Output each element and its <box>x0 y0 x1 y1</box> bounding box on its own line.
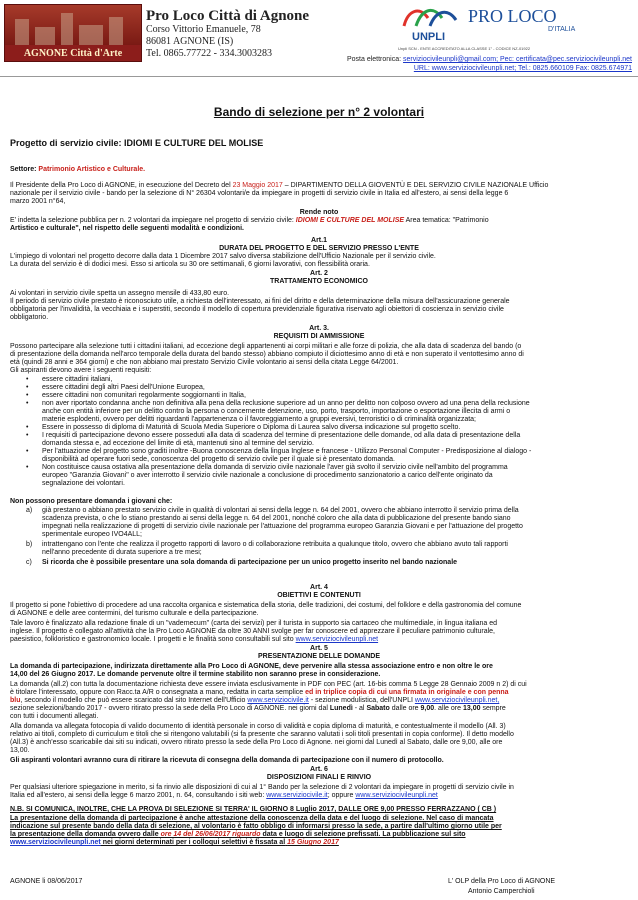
org-address: Corso Vittorio Emanuele, 78 <box>146 24 261 35</box>
art3-line-4: Gli aspiranti devono avere i seguenti requisiti: <box>10 367 152 374</box>
settore-line: Settore: Patrimonio Artistico e Culturale. <box>10 166 146 173</box>
exclusion-line: nell'anno precedente di durata superiore a tre mesi; <box>42 549 202 556</box>
art5-bold-3: Gli aspiranti volontari avranno cura di ritirare la ricevuta di consegna della domanda di partecipazione con il numero di protocollo. <box>10 757 444 764</box>
art5-line-6: sezione selezioni/bando 2017 - ovvero ritirato presso la sede della Pro Loco di AGNONE. nei giorni dal Lunedì - al Sabato dalle ore 9,00. alle ore 13,00 sempre <box>10 705 506 712</box>
project-line: Progetto di servizio civile: IDIOMI E CULTURE DEL MOLISE <box>10 138 264 148</box>
exclusion-line: scadenza prevista, o che lo stiano prestando ai sensi della legge n. 64 del 2001, nonché coloro che alla data di pubblicazione del presente bando siano <box>42 515 511 522</box>
footer-sign-role: L' OLP della Pro Loco di AGNONE <box>448 878 556 885</box>
proloco-logo: PRO LOCO <box>468 6 557 26</box>
art2-line-4: obbligatorio. <box>10 314 49 321</box>
contact-url <box>414 65 632 72</box>
org-city: 86081 AGNONE (IS) <box>146 36 234 47</box>
art3-title: REQUISITI DI AMMISSIONE <box>273 333 365 340</box>
art2-line-2: Il periodo di servizio civile prestato è riconosciuto utile, a richiesta dell'interessato, ai fini del diritto e della determinazione della misura dell'assicurazione generale <box>10 298 510 305</box>
art5-line-5: blu, secondo il modello che può essere scaricato dal sito Internet dell'Ufficio www.serviziocivile.it - sezione modulistica, dell'UNPLI www.serviziocivileunpli.net, <box>10 697 500 704</box>
requirement-line: europeo "Garanzia Giovani" o aver interrotto il servizio civile nazionale a conclusione di procedimento sanzionatorio a carico dell'ente originato da <box>42 472 493 479</box>
art2-line-3: obbligatoria per l'invalidità, la vecchiaia e i superstiti, secondo il modello di copertura previdenziale figurativa riservato agli obiettori di coscienza in servizio civile <box>10 306 504 313</box>
exclusion-line: intrattengano con l'ente che realizza il progetto rapporti di lavoro o di collaborazione retribuita a qualunque titolo, ovvero che abbiano avuto tali rapporti <box>42 541 508 548</box>
requirement-line: Essere in possesso di diploma di Maturità di Scuola Media Superiore o Diploma di Laurea salvo diversa indicazione sul progetto scelto. <box>42 424 461 431</box>
bullet-icon: • <box>26 376 29 383</box>
unpli-site-link[interactable]: www.serviziocivileunpli.net, <box>414 697 500 704</box>
requirement-line: Non costituisce causa ostativa alla presentazione della domanda di servizio civile nazionale l'aver già svolto il servizio civile nell'ambito del programma <box>42 464 508 471</box>
requirement-line: non aver riportato condanna anche non definitiva alla pena della reclusione superiore ad un anno per delitto non colposo ovvero ad una pena della reclusione <box>42 400 530 407</box>
art4-line-4: inglese. Il progetto è collegato all'attività che la Pro Loco AGNONE da oltre 30 ANNI svolge per far conoscere ed apprezzare il peculiare patrimonio culturale, <box>10 628 495 635</box>
art5-line-4: è titolare l'interessato, oppure con Racc.ta A/R o consegnata a mano, redatta in carta semplice ed in triplice copia di cui una firmata in originale e con penna <box>10 689 509 696</box>
exclusion-line: già prestano o abbiano prestato servizio civile in qualità di volontari ai sensi della legge n. 64 del 2001, ovvero che abbiano interrotto il servizio prima della <box>42 507 519 514</box>
document-title: Bando di selezione per n° 2 volontari <box>213 105 425 119</box>
requirement-line: essere cittadini non comunitari regolarmente soggiornanti in Italia, <box>42 392 246 399</box>
art5-number: Art. 5 <box>310 645 328 652</box>
art3-line-3: età (quindi 28 anni e 364 giorni) e che non abbiano mai prestato Servizio Civile volontario ai sensi della citata Legge 64/2001. <box>10 359 399 366</box>
fortress-logo <box>4 4 142 62</box>
art5-bold-1: La domanda di partecipazione, indirizzata direttamente alla Pro Loco di AGNONE, deve pervenire alla stessa associazione entro e non oltre le ore <box>10 663 493 670</box>
art1-line-2: La durata del servizio è di dodici mesi. Esso si articola su 30 ore settimanali, 6 giorni lavorativi, con flessibilità oraria. <box>10 261 370 268</box>
org-name: Pro Loco Città di Agnone <box>146 8 310 24</box>
nb-line-5: www.serviziocivileunpli.net nei giorni determinati per i colloqui selettivi è fissata al 15 Giugno 2017 <box>10 839 339 846</box>
nb-unpli-link[interactable]: www.serviziocivileunpli.net <box>10 839 101 846</box>
nb-line-2: La presentazione della domanda di partecipazione è anche attestazione della conoscenza della data e del luogo di selezione. Nel caso di mancata <box>10 815 494 822</box>
intro-line-1: Il Presidente della Pro Loco di AGNONE, in esecuzione del Decreto del 23 Maggio 2017 – DIPARTIMENTO DELLA GIOVENTÙ E DEL SERVIZIO CIVILE NAZIONALE Ufficio <box>10 182 549 189</box>
nb-line-3: indicazione sul presente bando della data di selezione, al volontario è fatto obbligo di informarsi presso la sede, a partire dall'ultimo giorno utile per <box>10 823 502 830</box>
svg-text:UNPLI: UNPLI <box>412 31 445 43</box>
art4-line-2: di AGNONE e delle aree contermini, del turismo culturale e della partecipazione. <box>10 610 259 617</box>
art5-line-3: La domanda (all.2) con tutta la documentazione richiesta deve essere inviata esclusivamente in PDF con PEC (art. 16-bis comma 5 Legge 28 Gennaio 2009 n 2) di cui <box>10 681 527 688</box>
art6-unpli-link[interactable]: www.serviziocivileunpli.net <box>355 792 438 799</box>
art5-bold-2: 14,00 del 26 Giugno 2017. Le domande pervenute oltre il termine stabilito non saranno prese in considerazione. <box>10 671 381 678</box>
contact-pec: Posta elettronica: serviziocivileunpli@gmail.com; Pec: certificata@pec.serviziocivileunpli.net <box>346 56 632 63</box>
pec-emails-link[interactable]: serviziocivileunpli@gmail.com; Pec: certificata@pec.serviziocivileunpli.net <box>403 56 632 63</box>
art3-line-2: di presentazione della domanda nell'arco temporale della durata del bando stesso) abbiano compiuto il diciottesimo anno di età e non superato il ventottesimo anno di <box>10 351 524 358</box>
non-possono-title: Non possono presentare domanda i giovani che: <box>10 498 173 505</box>
art6-line-2: Italia ed all'estero, ai sensi della legge 6 marzo 2001, n. 64, consultando i siti web: www.serviziocivile.it; oppure www.serviziocivileunpli.net <box>10 792 438 799</box>
exclusion-label: b) <box>26 541 33 548</box>
rende-noto: Rende noto <box>299 209 339 216</box>
art2-line-1: Ai volontari in servizio civile spetta un assegno mensile di 433,80 euro. <box>10 290 230 297</box>
unpli-logo <box>398 4 462 44</box>
exclusion-label: a) <box>26 507 33 514</box>
bullet-icon: • <box>26 448 29 455</box>
serviziocivile-link[interactable]: www.serviziocivile.it <box>247 697 309 704</box>
requirement-line: disponibilità ad operare fuori sede, conoscenza del progetto di servizio civile per il quale si è presentato domanda. <box>42 456 395 463</box>
url-line-link[interactable]: URL: www.serviziocivileunpli.net; Tel.: 0825.660109 Fax: 0825.674971 <box>413 65 632 72</box>
requirement-line: I requisiti di partecipazione devono essere posseduti alla data di scadenza del termine di presentazione delle domande, od alla data di presentazione della <box>42 432 521 439</box>
requirement-line: essere cittadini italiani, <box>42 376 113 383</box>
header-divider <box>0 76 638 77</box>
rende-noto-line-2: Artistico e culturale", nel rispetto delle seguenti modalità e condizioni. <box>10 225 244 232</box>
art5-title: PRESENTAZIONE DELLE DOMANDE <box>258 653 380 660</box>
requirement-line: segnalazione dei volontari. <box>42 480 125 487</box>
exclusion-line: Si ricorda che è possibile presentare una sola domanda di partecipazione per un unico progetto inserito nel bando nazionale <box>42 559 458 566</box>
art1-line-1: L'impiego di volontari nel progetto decorre dalla data 1 Dicembre 2017 salvo diversa stabilizione dell'Ufficio Nazionale per il servizio civile. <box>10 253 436 260</box>
exclusion-line: sperimentale europeo IVO4ALL; <box>42 531 143 538</box>
art4-line-3: Tale lavoro è finalizzato alla redazione finale di un "vademecum" (carta dei servizi) per il turista in supporto sia cartaceo che multimediale, in lingua italiana ed <box>10 620 498 627</box>
bullet-icon: • <box>26 400 29 407</box>
scn-note: Unpli SCN - ENTE ACCREDITATO ALLA CLASSE 1° - CODICE NZ-01922 <box>398 46 531 51</box>
bullet-icon: • <box>26 464 29 471</box>
art2-number: Art. 2 <box>310 270 328 277</box>
art2-title: TRATTAMENTO ECONOMICO <box>270 278 368 285</box>
intro-line-2: nazionale per il servizio civile - bando per la selezione di N° 26304 volontari/e da impiegare in progetti di servizio civile in Italia ed all'estero, ai sensi della legge 6 <box>10 190 509 197</box>
requirement-line: Per l'attuazione del progetto sono graditi inoltre -Buona conoscenza della lingua Inglese e francese - Utilizzo Personal Computer - Predisposizione al dialogo - <box>42 448 532 455</box>
art5-line-8: Alla domanda va allegata fotocopia di valido documento di identità personale in corso di validità e copia diploma di maturità, e contestualmente il modello (All. 3) <box>10 723 506 730</box>
requirement-line: anche con entità inferiore per un delitto contro la persona o concernente detenzione, uso, porto, trasporto, importazione o esportazione illecita di armi o <box>42 408 511 415</box>
proloco-sub: D'ITALIA <box>548 26 576 33</box>
art3-line-1: Possono partecipare alla selezione tutti i cittadini italiani, ad eccezione degli appartenenti ai corpi militari e alle forze di polizia, che alla data di scadenza del bando (o <box>10 343 522 350</box>
art6-serviziocivile-link[interactable]: www.serviziocivile.it <box>266 792 328 799</box>
art4-title: OBIETTIVI E CONTENUTI <box>277 592 361 599</box>
org-phone: Tel. 0865.77722 - 334.3003283 <box>146 48 272 59</box>
nb-line-4: la presentazione della domanda ovvero dalle ore 14 del 26/06/2017 riguardo data e luogo di selezione prefissati. La pubblicazione sul sito <box>10 831 466 838</box>
requirement-line: domanda stessa e, ad eccezione del limite di età, mantenuti sino al termine del servizio. <box>42 440 314 447</box>
bullet-icon: • <box>26 392 29 399</box>
intro-line-3: marzo 2001 n°64, <box>10 198 66 205</box>
art6-title: DISPOSIZIONI FINALI E RINVIO <box>266 774 372 781</box>
bullet-icon: • <box>26 424 29 431</box>
serviziocivileunpli-link[interactable]: www.serviziocivileunpli.net <box>295 636 379 643</box>
art6-line-1: Per qualsiasi ulteriore spiegazione in merito, si fa rinvio alle disposizioni di cui al 1° Bando per la selezione di 2 volontari da impiegare in progetti di servizio civile in <box>10 784 514 791</box>
art1-number: Art.1 <box>311 237 327 244</box>
exclusion-line: impegnati nella realizzazione di progetti di servizio civile nazionale per l'attuazione del programma europeo Garanzia Giovani e per l'attuazione del progetto <box>42 523 523 530</box>
footer-sign-name: Antonio Camperchioli <box>468 888 535 895</box>
bullet-icon: • <box>26 432 29 439</box>
art5-line-11: 13,00. <box>10 747 30 754</box>
art4-line-1: Il progetto si pone l'obiettivo di procedere ad una raccolta organica e sistematica della storia, delle tradizioni, dei costumi, del folklore e della gastronomia del comune <box>10 602 522 609</box>
footer-place-date: AGNONE li 08/06/2017 <box>10 878 83 885</box>
art1-title: DURATA DEL PROGETTO E DEL SERVIZIO PRESSO L'ENTE <box>219 245 419 252</box>
rende-noto-line-1: E' indetta la selezione pubblica per n. 2 volontari da impiegare nel progetto di servizio civile: IDIOMI E CULTURE DEL MOLISE Area tematica: "Patrimonio <box>10 217 489 224</box>
nb-line-1: N.B. SI COMUNICA, INOLTRE, CHE LA PROVA DI SELEZIONE SI TERRA' IL GIORNO 8 Luglio 2017, DALLE ORE 9,00 PRESSO FERRAZZANO ( CB ) <box>10 806 497 813</box>
art5-line-7: con tutti i documenti allegati. <box>10 713 99 720</box>
requirement-line: materie esplodenti, ovvero per delitti riguardanti l'appartenenza o il favoreggiamento a gruppi eversivi, terroristici o di criminalità organizzata; <box>42 416 476 423</box>
art5-line-10: (All.3) è anch'esso scaricabile dai siti su indicati, ovvero ritirato presso la sede della Pro Loco di Agnone. nei giorni dal Lunedì al Sabato, dalle ore 9,00, alle ore <box>10 739 503 746</box>
art3-number: Art. 3. <box>309 325 329 332</box>
bullet-icon: • <box>26 384 29 391</box>
art4-line-5: paesistico, folkloristico e gastronomico locale. I progetti e le finalità sono consultabili sul sito www.serviziocivileunpli.net <box>10 636 379 643</box>
requirement-line: essere cittadini degli altri Paesi dell'Unione Europea, <box>42 384 205 391</box>
art6-number: Art. 6 <box>310 766 328 773</box>
logo-caption: AGNONE Città d'Arte <box>23 48 123 59</box>
art4-number: Art. 4 <box>310 584 328 591</box>
exclusion-label: c) <box>26 559 32 566</box>
art5-line-9: relativo ai titoli, completo di curriculum e titoli che si ritengono valutabili (si fa presente che saranno valutati i soli titoli presentati in copia conforme). Il detto modello <box>10 731 514 738</box>
